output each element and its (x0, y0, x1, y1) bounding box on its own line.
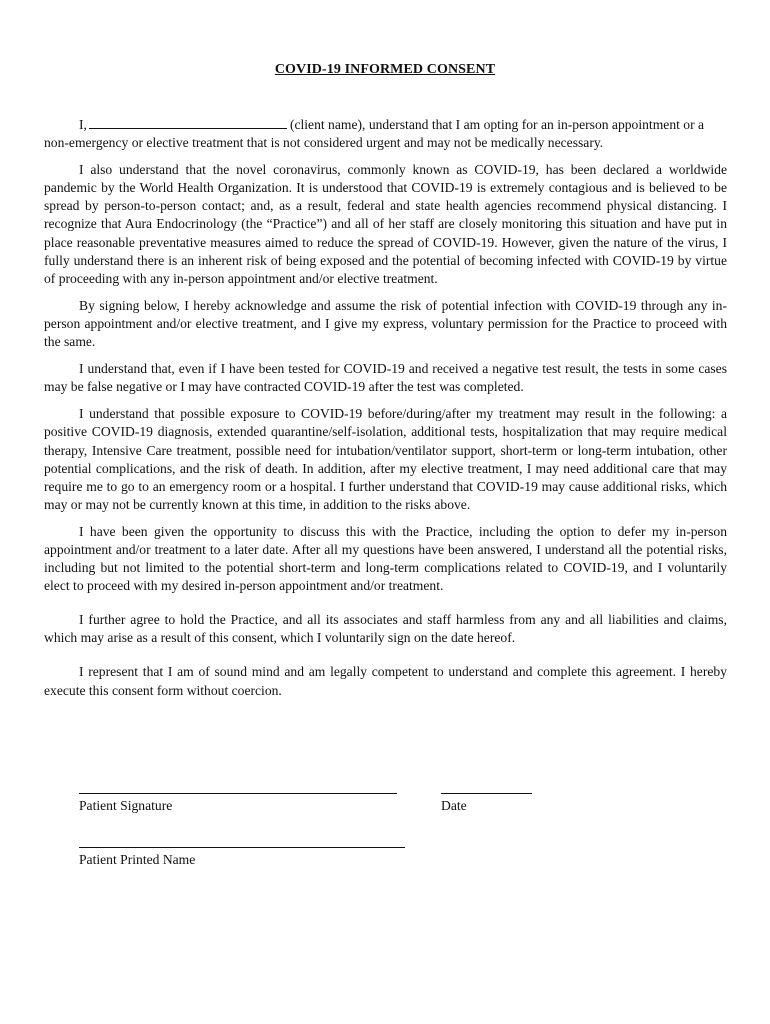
paragraph-possible-exposure: I understand that possible exposure to COVID-19 before/during/after my treatment may result in the following: a positive COVID-19 diagnosis, extended quarantine/self-isolation, additional tests, hospitalization that may require medical therapy, Intensive Care treatment, possible need for intubation/ventilator support, short-term or long-term intubation, other potential complications, and the risk of death. In addition, after my elective treatment, I may need additional care that may require me to go to an emergency room or a hospital. I further understand that COVID-19 may cause additional risks, which may or may not be currently known at this time, in addition to the risks above. (44, 406, 727, 512)
paragraph-sound-mind: I represent that I am of sound mind and am legally competent to understand and complete this agreement. I hereby execute this consent form without coercion. (44, 664, 727, 698)
patient-printed-name-label: Patient Printed Name (79, 852, 196, 867)
paragraph-test-results: I understand that, even if I have been tested for COVID-19 and received a negative test result, the tests in some cases may be false negative or I may have contracted COVID-19 after the test was completed. (44, 361, 727, 395)
client-name-blank[interactable] (89, 115, 287, 129)
patient-printed-name-line[interactable] (79, 847, 405, 848)
paragraph-pandemic: I also understand that the novel coronavirus, commonly known as COVID-19, has been declared a worldwide pandemic by the World Health Organization. It is understood that COVID-19 is extremely contagious and is believed to be spread by person-to-person contact; and, as a result, federal and state health agencies recommend physical distancing. I recognize that Aura Endocrinology (the “Practice”) and all of her staff are closely monitoring this situation and have put in place reasonable preventative measures aimed to reduce the spread of COVID-19. However, given the nature of the virus, I fully understand there is an inherent risk of being exposed and the potential of becoming infected with COVID-19 by virtue of proceeding with any in-person appointment and/or elective treatment. (44, 162, 727, 286)
date-label: Date (441, 798, 467, 813)
document-body (44, 115, 727, 709)
paragraph-acknowledge-risk: By signing below, I hereby acknowledge and assume the risk of potential infection with COVID-19 through any in-person appointment and/or elective treatment, and I give my express, voluntary permission for the Practice to proceed with the same. (44, 297, 727, 350)
paragraph-hold-harmless: I further agree to hold the Practice, and all its associates and staff harmless from any and all liabilities and claims, which may arise as a result of this consent, which I voluntarily sign on the date hereof. (44, 612, 727, 646)
paragraph-opportunity-discuss: I have been given the opportunity to discuss this with the Practice, including the option to defer my in-person appointment and/or treatment to a later date. After all my questions have been answered, I understand all the potential risks, including but not limited to the potential short-term and long-term complications related to COVID-19, and I voluntarily elect to proceed with my desired in-person appointment and/or treatment. (44, 523, 727, 594)
document-title: COVID-19 INFORMED CONSENT (274, 62, 496, 77)
patient-signature-line[interactable] (79, 793, 397, 794)
date-line[interactable] (441, 793, 532, 794)
intro-prefix: I, (79, 117, 87, 132)
intro-suffix: (client name), understand that I am opting for an in-person appointment or a non-emergency or elective treatment that is not considered urgent and may not be medically necessary. (44, 117, 705, 151)
patient-signature-label: Patient Signature (79, 798, 173, 813)
intro-paragraph (44, 115, 727, 152)
